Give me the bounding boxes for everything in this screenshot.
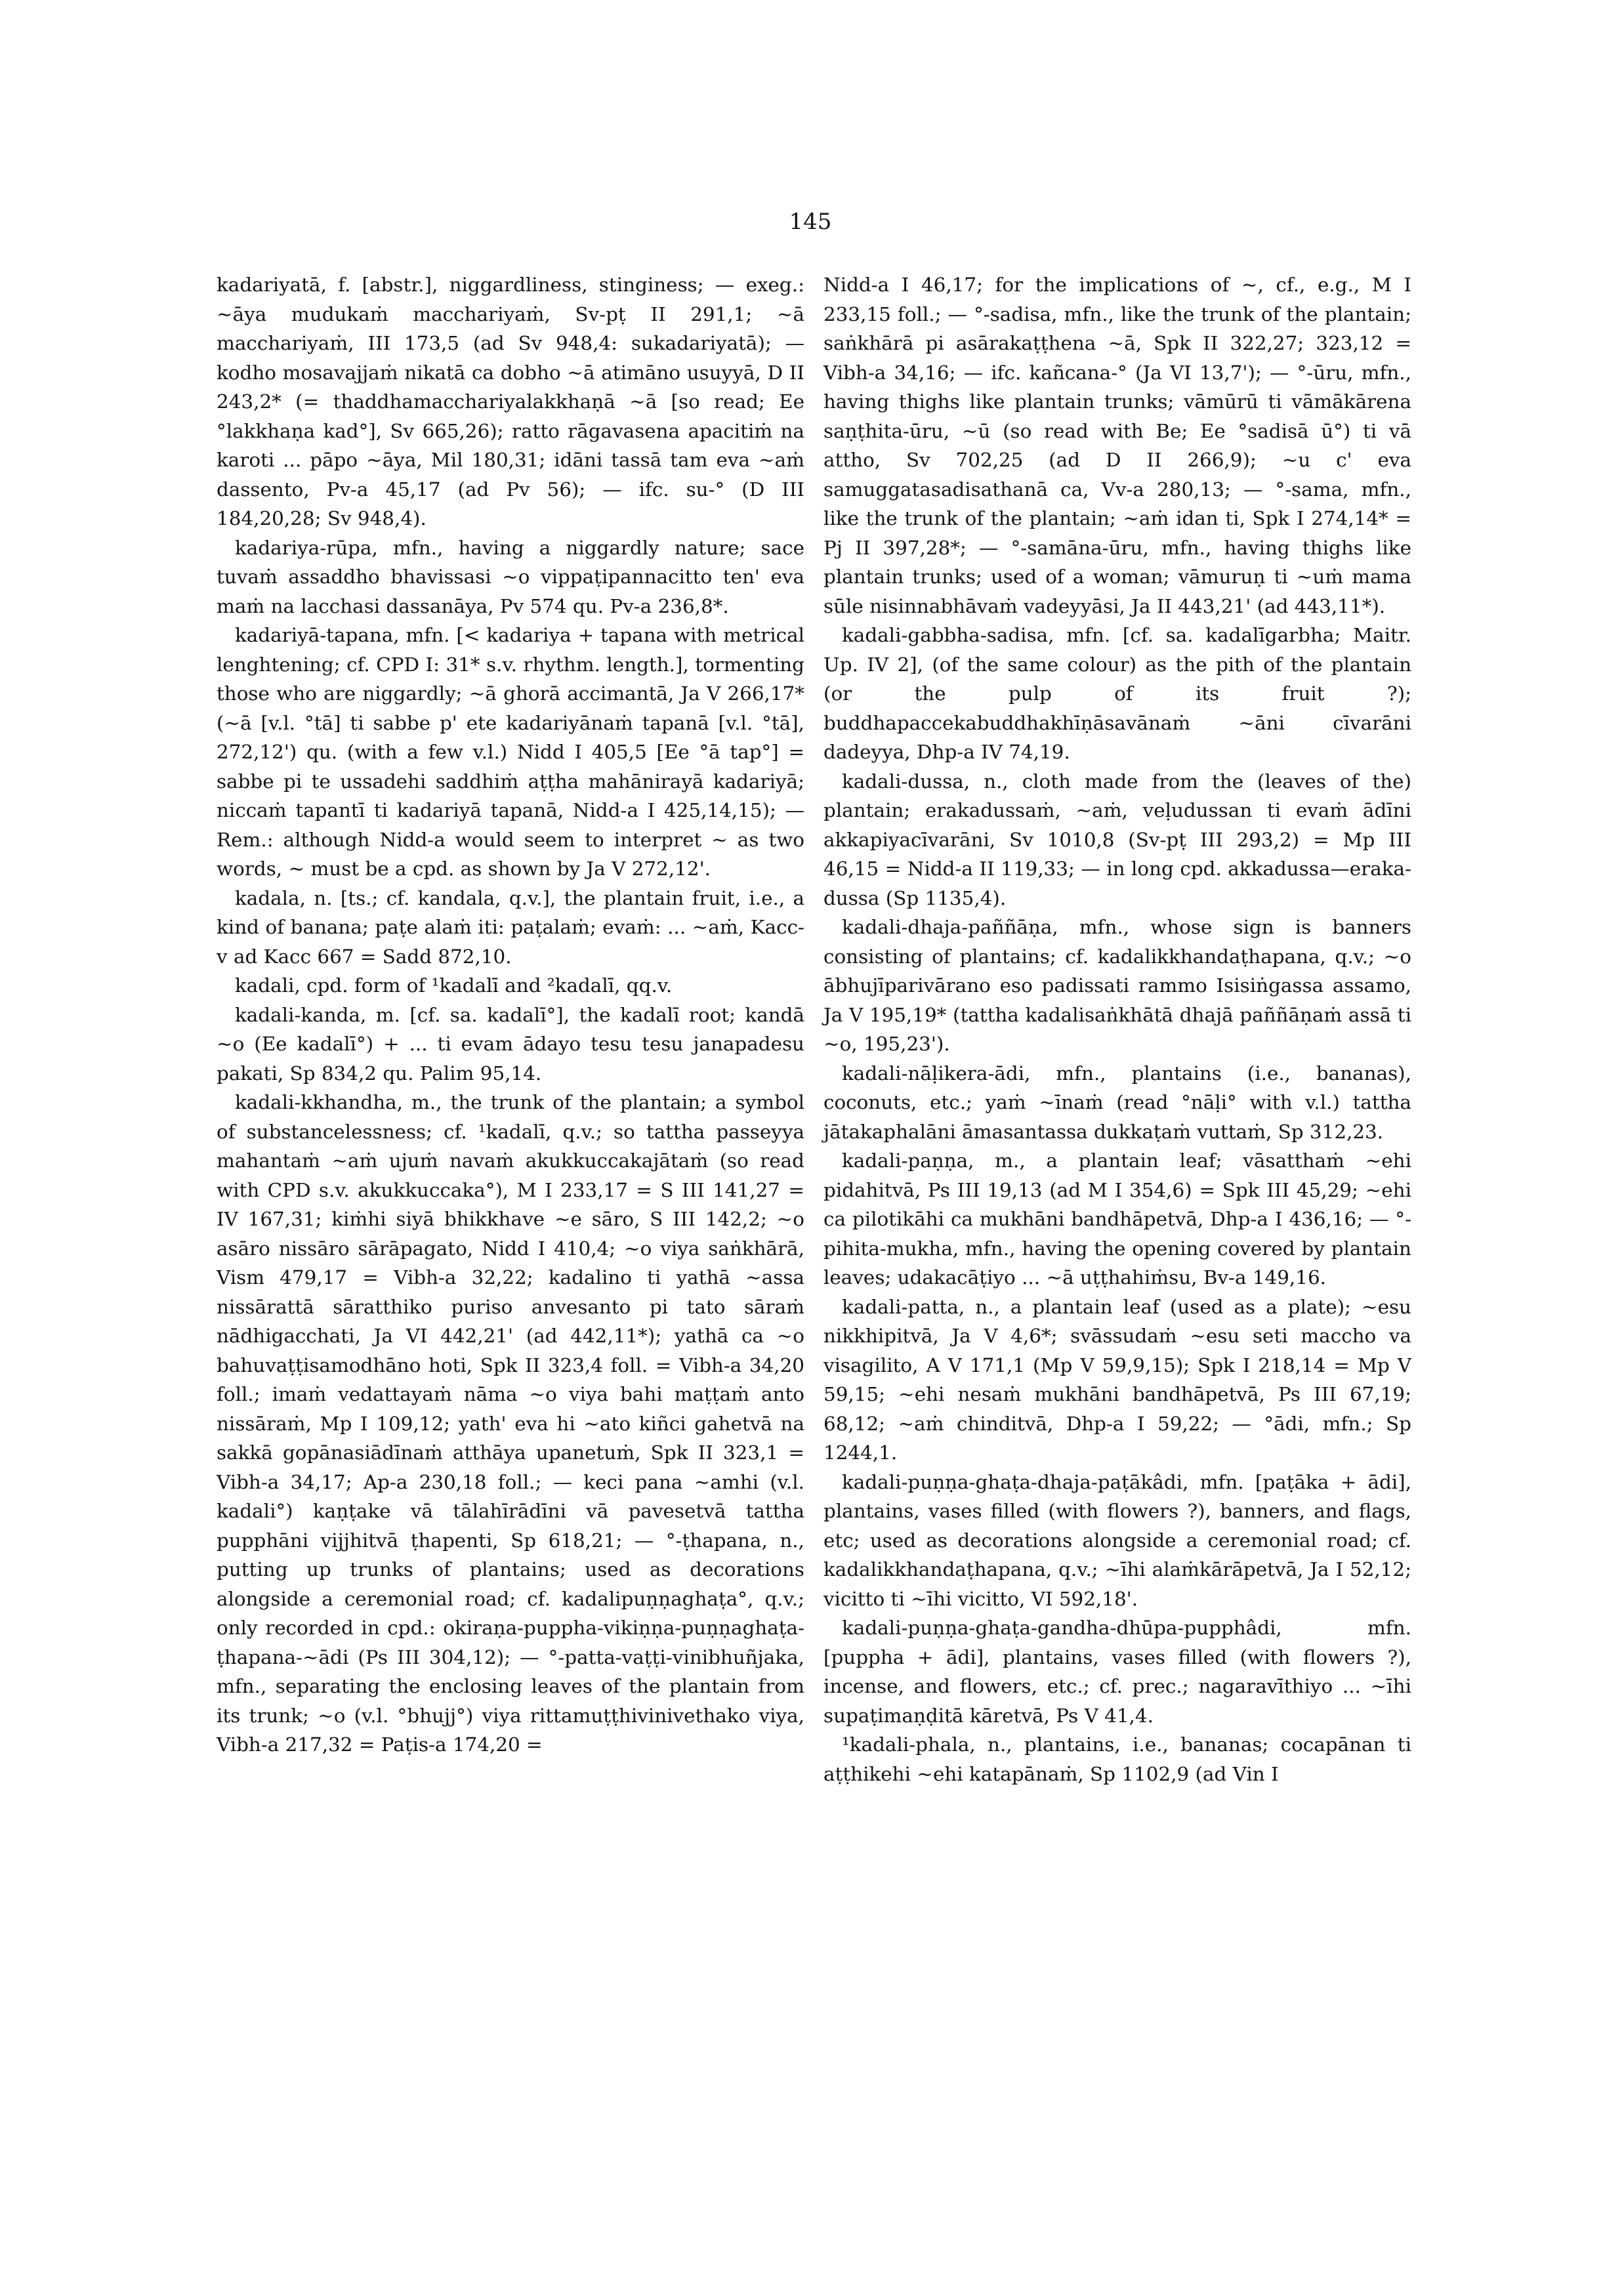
dictionary-entry: kadali-kanda, m. [cf. sa. kadalī°], the kadalī root; kandā ~o (Ee kadalī°) + ... ti evam ādayo tesu tesu janapadesu pakati, Sp 834,2 qu. Palim 95,14. [217,1003,804,1085]
dictionary-entry-continuation: Nidd-a I 46,17; for the implications of ~, cf., e.g., M I 233,15 foll.; — °-sadisa, mfn., like the trunk of the plantain; saṅkhārā pi asārakaṭṭhena ~ā, Spk II 322,27; 323,12 = Vibh-a 34,16; — ifc. kañcana-° (Ja VI 13,7'); — °-ūru, mfn., having thighs like plantain trunks; vāmūrū ti vāmākārena saṇṭhita-ūru, ~ū (so read with Be; Ee °sadisā ū°) ti vā attho, Sv 702,25 (ad D II 266,9); ~u c' eva samuggatasadisathanā ca, Vv-a 280,13; — °-sama, mfn., like the trunk of the plantain; ~aṁ idan ti, Spk I 274,14* = Pj II 397,28*; — °-samāna-ūru, mfn., having thighs like plantain trunks; used of a woman; vāmuruṇ ti ~uṁ mama sūle nisinnabhāvaṁ vadeyyāsi, Ja II 443,21' (ad 443,11*). [823,274,1411,617]
page-number: 145 [789,209,832,235]
dictionary-entry: kadali-puṇṇa-ghaṭa-dhaja-paṭākâdi, mfn. [paṭāka + ādi], plantains, vases filled (with flowers ?), banners, and flags, etc; used as decorations alongside a ceremonial road; cf. kadalikkhandaṭhapana, q.v.; ~īhi alaṁkārāpetvā, Ja I 52,12; vicitto ti ~īhi vicitto, VI 592,18'. [823,1470,1411,1610]
dictionary-entry: kadali-nāḷikera-ādi, mfn., plantains (i.e., bananas), coconuts, etc.; yaṁ ~īnaṁ (read °nāḷi° with v.l.) tattha jātakaphalāni āmasantassa dukkaṭaṁ vuttaṁ, Sp 312,23. [823,1062,1411,1143]
dictionary-entry: kadariyā-tapana, mfn. [< kadariya + tapana with metrical lenghtening; cf. CPD I: 31* s.v. rhythm. length.], tormenting those who are niggardly; ~ā ghorā accimantā, Ja V 266,17* (~ā [v.l. °tā] ti sabbe p' ete kadariyānaṁ tapanā [v.l. °tā], 272,12') qu. (with a few v.l.) Nidd I 405,5 [Ee °ā tap°] = sabbe pi te ussadehi saddhiṁ aṭṭha mahānirayā kadariyā; niccaṁ tapantī ti kadariyā tapanā, Nidd-a I 425,14,15); — Rem.: although Nidd-a would seem to interpret ~ as two words, ~ must be a cpd. as shown by Ja V 272,12'. [217,624,804,880]
left-column [217,270,804,1760]
dictionary-entry: kadali-puṇṇa-ghaṭa-gandha-dhūpa-pupphâdi, mfn. [puppha + ādi], plantains, vases filled (with flowers ?), incense, and flowers, etc.; cf. prec.; nagaravīthiyo ... ~īhi supaṭimaṇḍitā kāretvā, Ps V 41,4. [823,1617,1411,1727]
dictionary-entry: kadariyatā, f. [abstr.], niggardliness, stinginess; — exeg.: ~āya mudukaṁ macchariyaṁ, Sv-pṭ II 291,1; ~ā macchariyaṁ, III 173,5 (ad Sv 948,4: sukadariyatā); — kodho mosavajjaṁ nikatā ca dobho ~ā atimāno usuyyā, D II 243,2* (= thaddhamacchariyalakkhaṇā ~ā [so read; Ee °lakkhaṇa kad°], Sv 665,26); ratto rāgavasena apacitiṁ na karoti ... pāpo ~āya, Mil 180,31; idāni tassā tam eva ~aṁ dassento, Pv-a 45,17 (ad Pv 56); — ifc. su-° (D III 184,20,28; Sv 948,4). [217,274,804,529]
dictionary-entry: kadali, cpd. form of ¹kadalī and ²kadalī, qq.v. [235,974,673,997]
dictionary-entry: kadali-kkhandha, m., the trunk of the plantain; a symbol of substancelessness; cf. ¹kadalī, q.v.; so tattha passeyya mahantaṁ ~aṁ ujuṁ navaṁ akukkuccakajātaṁ (so read with CPD s.v. akukkuccaka°), M I 233,17 = S III 141,27 = IV 167,31; kiṁhi siyā bhikkhave ~e sāro, S III 142,2; ~o asāro nissāro sārāpagato, Nidd I 410,4; ~o viya saṅkhārā, Vism 479,17 = Vibh-a 32,22; kadalino ti yathā ~assa nissārattā sāratthiko puriso anvesanto pi tato sāraṁ nādhigacchati, Ja VI 442,21' (ad 442,11*); yathā ca ~o bahuvaṭṭisamodhāno hoti, Spk II 323,4 foll. = Vibh-a 34,20 foll.; imaṁ vedattayaṁ nāma ~o viya bahi maṭṭaṁ anto nissāraṁ, Mp I 109,12; yath' eva hi ~ato kiñci gahetvā na sakkā gopānasiādīnaṁ atthāya upanetuṁ, Spk II 323,1 = Vibh-a 34,17; Ap-a 230,18 foll.; — keci pana ~amhi (v.l. kadali°) kaṇṭake vā tālahīrādīni vā pavesetvā tattha pupphāni vijjhitvā ṭhapenti, Sp 618,21; — °-ṭhapana, n., putting up trunks of plantains; used as decorations alongside a ceremonial road; cf. kadalipuṇṇaghaṭa°, q.v.; only recorded in cpd.: okiraṇa-puppha-vikiṇṇa-puṇṇaghaṭa-ṭhapana-~ādi (Ps III 304,12); — °-patta-vaṭṭi-vinibhuñjaka, mfn., separating the enclosing leaves of the plantain from its trunk; ~o (v.l. °bhujj°) viya rittamuṭṭhivinivethako viya, Vibh-a 217,32 = Paṭis-a 174,20 = [217,1091,804,1756]
dictionary-entry: kadariya-rūpa, mfn., having a niggardly nature; sace tuvaṁ assaddho bhavissasi ~o vippaṭipannacitto ten' eva maṁ na lacchasi dassanāya, Pv 574 qu. Pv-a 236,8*. [217,536,804,617]
dictionary-entry: kadala, n. [ts.; cf. kandala, q.v.], the plantain fruit, i.e., a kind of banana; paṭe alaṁ iti: paṭalaṁ; evaṁ: ... ~aṁ, Kacc-v ad Kacc 667 = Sadd 872,10. [217,886,804,968]
right-column [823,270,1411,1788]
dictionary-entry: kadali-gabbha-sadisa, mfn. [cf. sa. kadalīgarbha; Maitr. Up. IV 2], (of the same colour) as the pith of the plantain (or the pulp of its fruit ?); buddhapaccekabuddhakhīṇāsavānaṁ ~āni cīvarāni dadeyya, Dhp-a IV 74,19. [823,624,1411,763]
dictionary-entry: ¹kadali-phala, n., plantains, i.e., bananas; cocapānan ti aṭṭhikehi ~ehi katapānaṁ, Sp 1102,9 (ad Vin I [823,1733,1411,1785]
dictionary-entry: kadali-paṇṇa, m., a plantain leaf; vāsatthaṁ ~ehi pidahitvā, Ps III 19,13 (ad M I 354,6) = Spk III 45,29; ~ehi ca pilotikāhi ca mukhāni bandhāpetvā, Dhp-a I 436,16; — °-pihita-mukha, mfn., having the opening covered by plantain leaves; udakacāṭiyo ... ~ā uṭṭhahiṁsu, Bv-a 149,16. [823,1149,1411,1289]
dictionary-entry: kadali-dhaja-paññāṇa, mfn., whose sign is banners consisting of plantains; cf. kadalikkhandaṭhapana, q.v.; ~o ābhujīparivārano eso padissati rammo Isisiṅgassa assamo, Ja V 195,19* (tattha kadalisaṅkhātā dhajā paññāṇaṁ assā ti ~o, 195,23'). [823,916,1411,1055]
dictionary-entry: kadali-dussa, n., cloth made from the (leaves of the) plantain; erakadussaṁ, ~aṁ, veḷudussan ti evaṁ ādīni akkapiyacīvarāni, Sv 1010,8 (Sv-pṭ III 293,2) = Mp III 46,15 = Nidd-a II 119,33; — in long cpd. akkadussa—eraka-dussa (Sp 1135,4). [823,770,1411,909]
dictionary-entry: kadali-patta, n., a plantain leaf (used as a plate); ~esu nikkhipitvā, Ja V 4,6*; svāssudaṁ ~esu seti maccho va visagilito, A V 171,1 (Mp V 59,9,15); Spk I 218,14 = Mp V 59,15; ~ehi nesaṁ mukhāni bandhāpetvā, Ps III 67,19; 68,12; ~aṁ chinditvā, Dhp-a I 59,22; — °ādi, mfn.; Sp 1244,1. [823,1295,1411,1464]
